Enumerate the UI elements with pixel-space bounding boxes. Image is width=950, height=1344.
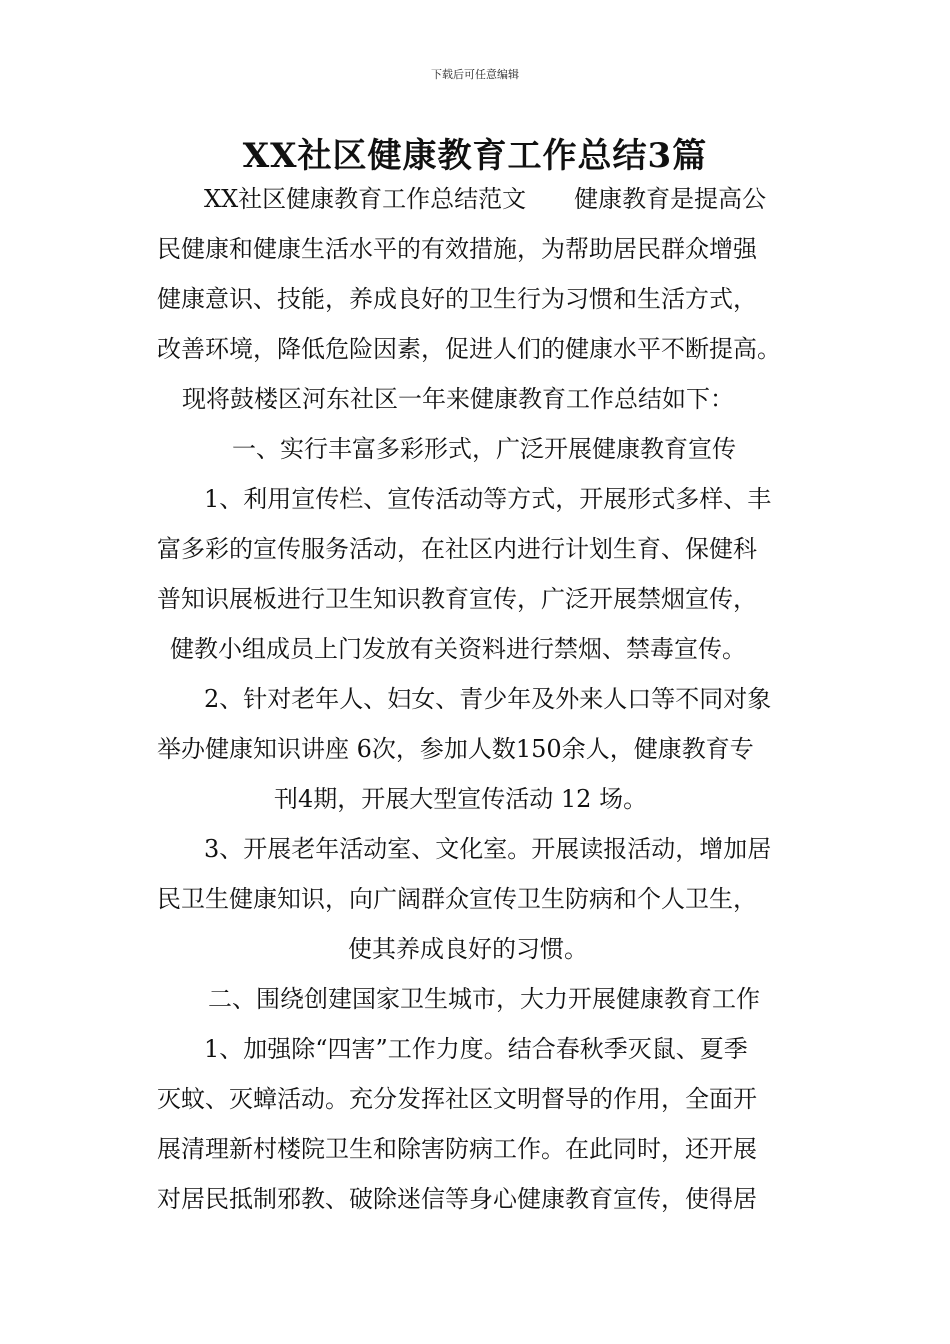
body-line: 健教小组成员上门发放有关资料进行禁烟、禁毒宣传。 (170, 635, 746, 663)
body-line: XX社区健康教育工作总结范文 健康教育是提高公 (204, 185, 767, 213)
body-line: 2、针对老年人、妇女、青少年及外来人口等不同对象 (204, 685, 772, 713)
header-note: 下载后可任意编辑 (431, 68, 519, 81)
body-line: 普知识展板进行卫生知识教育宣传，广泛开展禁烟宣传， (157, 585, 757, 613)
body-line: 刊4期，开展大型宣传活动 12 场。 (274, 785, 648, 813)
body-line: 举办健康知识讲座 6次，参加人数150余人，健康教育专 (157, 735, 754, 763)
body-line: 1、利用宣传栏、宣传活动等方式，开展形式多样、丰 (204, 485, 772, 513)
body-line: 对居民抵制邪教、破除迷信等身心健康教育宣传，使得居 (157, 1185, 757, 1213)
body-line: 灭蚊、灭蟑活动。充分发挥社区文明督导的作用，全面开 (157, 1085, 757, 1113)
body-line: 改善环境，降低危险因素，促进人们的健康水平不断提高。 (157, 335, 781, 363)
body-line: 民卫生健康知识，向广阔群众宣传卫生防病和个人卫生， (157, 885, 757, 913)
body-line: 展清理新村楼院卫生和除害防病工作。在此同时，还开展 (157, 1135, 757, 1163)
body-line: 使其养成良好的习惯。 (348, 935, 588, 963)
body-line: 3、开展老年活动室、文化室。开展读报活动，增加居 (204, 835, 772, 863)
document-title: XX社区健康教育工作总结3篇 (242, 136, 708, 176)
section-heading: 二、围绕创建国家卫生城市，大力开展健康教育工作 (208, 985, 760, 1013)
body-line: 健康意识、技能，养成良好的卫生行为习惯和生活方式， (157, 285, 757, 313)
body-line: 现将鼓楼区河东社区一年来健康教育工作总结如下： (182, 385, 734, 413)
section-heading: 一、实行丰富多彩形式，广泛开展健康教育宣传 (232, 435, 736, 463)
body-line: 富多彩的宣传服务活动，在社区内进行计划生育、保健科 (157, 535, 757, 563)
body-line: 民健康和健康生活水平的有效措施，为帮助居民群众增强 (157, 235, 757, 263)
body-line: 1、加强除“四害”工作力度。结合春秋季灭鼠、夏季 (204, 1035, 748, 1063)
